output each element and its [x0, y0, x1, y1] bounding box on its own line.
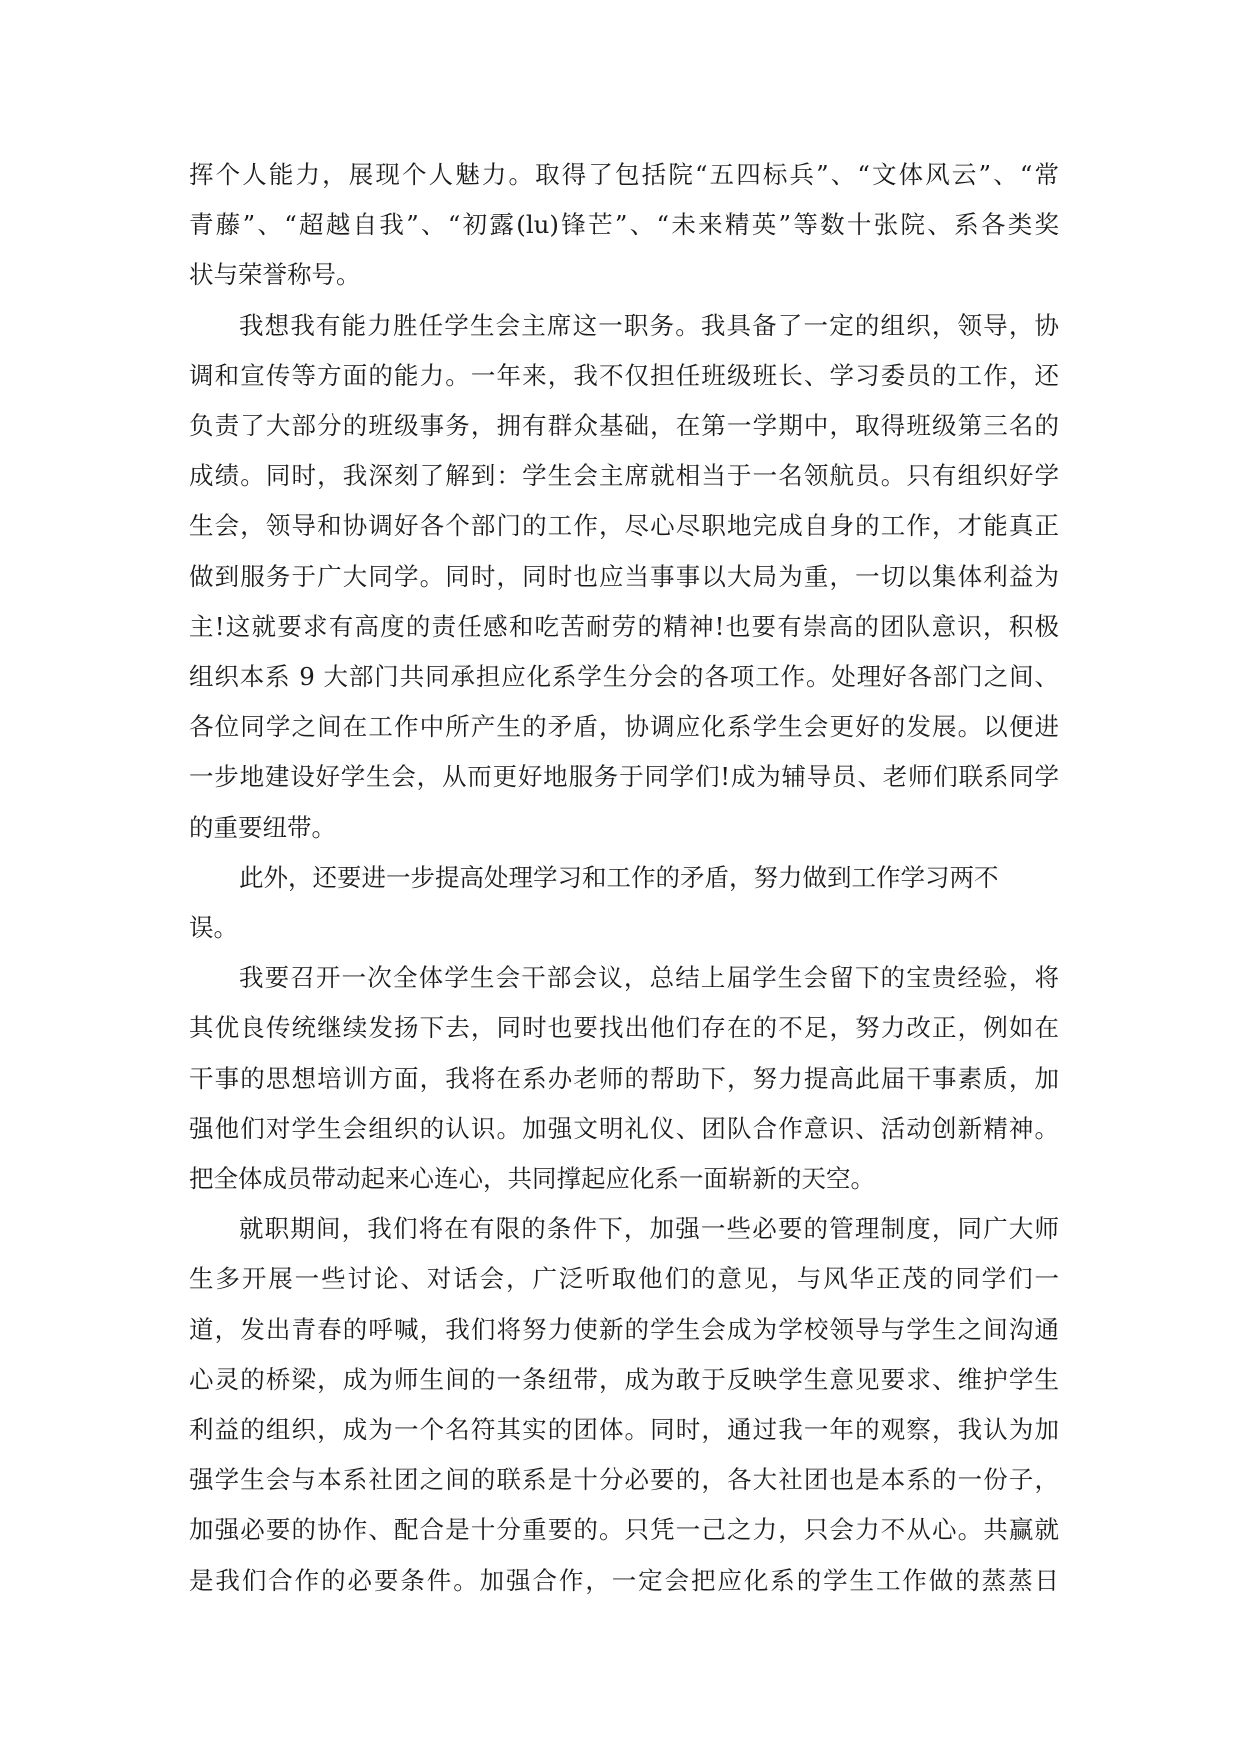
text-line: 青藤”、“超越自我”、“初露(lu)锋芒”、“未来精英”等数十张院、系各类奖 — [189, 210, 1059, 240]
text-line: 成绩。同时，我深刻了解到：学生会主席就相当于一名领航员。只有组织好学 — [189, 461, 1059, 491]
text-line: 误。 — [189, 913, 238, 943]
text-line: 生多开展一些讨论、对话会，广泛听取他们的意见，与风华正茂的同学们一 — [189, 1264, 1059, 1294]
text-line: 把全体成员带动起来心连心，共同撑起应化系一面崭新的天空。 — [189, 1164, 875, 1194]
text-line: 生会，领导和协调好各个部门的工作，尽心尽职地完成自身的工作，才能真正 — [189, 511, 1059, 541]
paragraph — [189, 853, 1059, 953]
text-line: 挥个人能力，展现个人魅力。取得了包括院“五四标兵”、“文体风云”、“常 — [189, 160, 1059, 189]
text-line: 状与荣誉称号。 — [189, 260, 361, 290]
text-line: 此外，还要进一步提高处理学习和工作的矛盾，努力做到工作学习两不 — [239, 862, 999, 892]
text-line: 一步地建设好学生会，从而更好地服务于同学们!成为辅导员、老师们联系同学 — [189, 762, 1059, 792]
text-line: 我要召开一次全体学生会干部会议，总结上届学生会留下的宝贵经验，将 — [239, 963, 1059, 993]
paragraph — [189, 150, 1059, 301]
text-line: 加强必要的协作、配合是十分重要的。只凭一己之力，只会力不从心。共赢就 — [189, 1515, 1059, 1545]
text-line: 主!这就要求有高度的责任感和吃苦耐劳的精神!也要有崇高的团队意识，积极 — [189, 611, 1059, 641]
text-line: 利益的组织，成为一个名符其实的团体。同时，通过我一年的观察，我认为加 — [189, 1415, 1059, 1445]
text-line: 调和宣传等方面的能力。一年来，我不仅担任班级班长、学习委员的工作，还 — [189, 360, 1059, 390]
text-line: 强学生会与本系社团之间的联系是十分必要的，各大社团也是本系的一份子， — [189, 1465, 1059, 1495]
text-line: 道，发出青春的呼喊，我们将努力使新的学生会成为学校领导与学生之间沟通 — [189, 1314, 1059, 1344]
paragraph — [189, 1204, 1059, 1606]
document-body — [189, 150, 1059, 1606]
text-line: 做到服务于广大同学。同时，同时也应当事事以大局为重，一切以集体利益为 — [189, 561, 1059, 591]
text-line: 组织本系 9 大部门共同承担应化系学生分会的各项工作。处理好各部门之间、 — [189, 662, 1059, 692]
text-line: 其优良传统继续发扬下去，同时也要找出他们存在的不足，努力改正，例如在 — [189, 1013, 1059, 1043]
text-line: 心灵的桥梁，成为师生间的一条纽带，成为敢于反映学生意见要求、维护学生 — [189, 1364, 1059, 1394]
text-line: 就职期间，我们将在有限的条件下，加强一些必要的管理制度，同广大师 — [239, 1214, 1059, 1244]
paragraph — [189, 953, 1059, 1204]
text-line: 我想我有能力胜任学生会主席这一职务。我具备了一定的组织，领导，协 — [239, 310, 1059, 340]
text-line: 的重要纽带。 — [189, 812, 336, 842]
text-line: 是我们合作的必要条件。加强合作，一定会把应化系的学生工作做的蒸蒸日 — [189, 1565, 1059, 1595]
text-line: 负责了大部分的班级事务，拥有群众基础，在第一学期中，取得班级第三名的 — [189, 411, 1059, 441]
text-line: 干事的思想培训方面，我将在系办老师的帮助下，努力提高此届干事素质，加 — [189, 1063, 1059, 1093]
text-line: 强他们对学生会组织的认识。加强文明礼仪、团队合作意识、活动创新精神。 — [189, 1113, 1059, 1143]
paragraph — [189, 301, 1059, 853]
text-line: 各位同学之间在工作中所产生的矛盾，协调应化系学生会更好的发展。以便进 — [189, 712, 1059, 742]
